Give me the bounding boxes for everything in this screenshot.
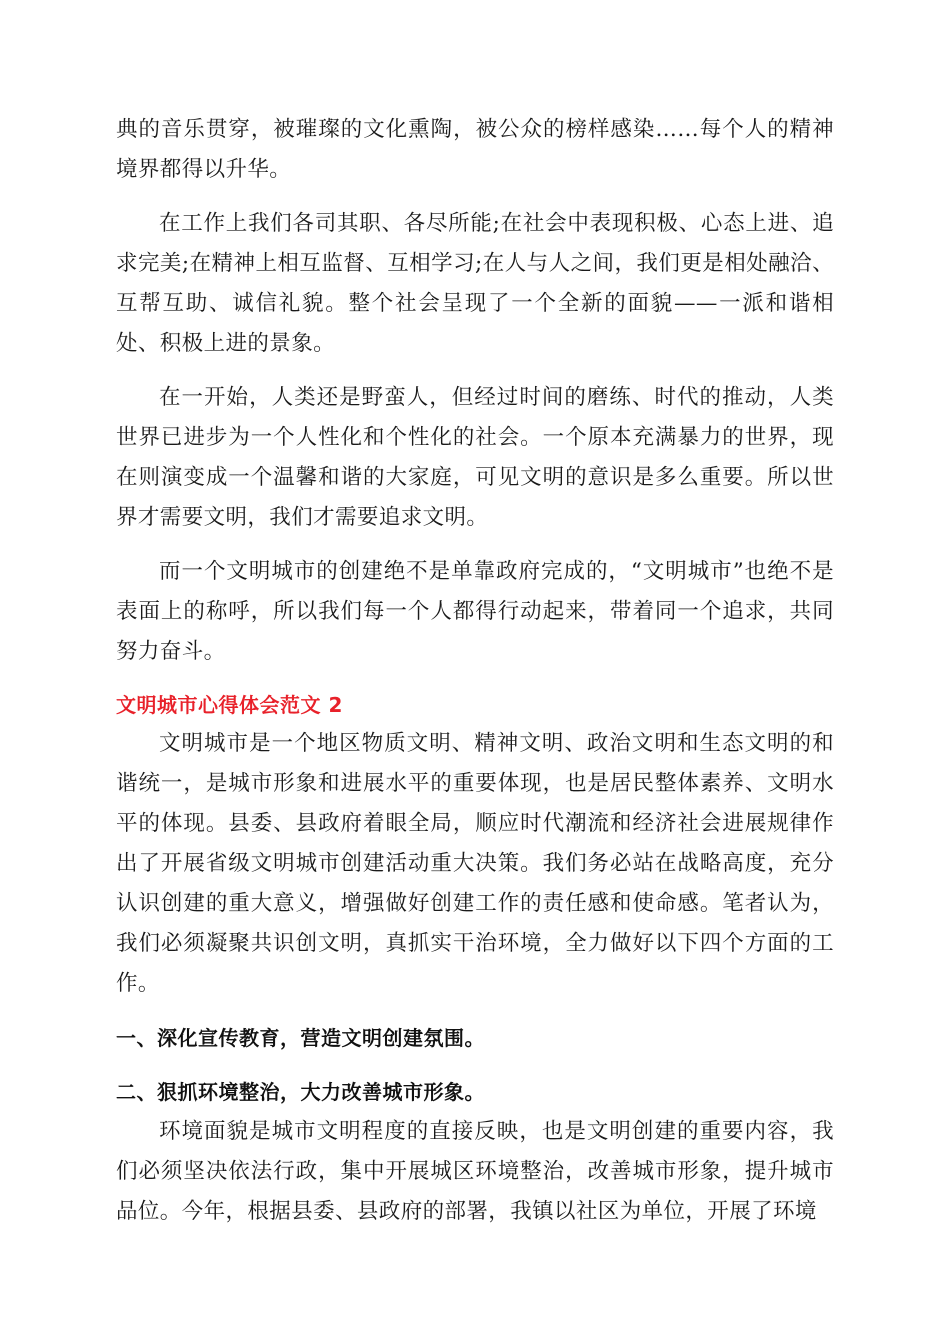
paragraph-continued: 典的音乐贯穿，被璀璨的文化熏陶，被公众的榜样感染……每个人的精神境界都得以升华。 xyxy=(116,117,834,182)
paragraph-civic-effort: 而一个文明城市的创建绝不是单靠政府完成的，“文明城市”也绝不是表面上的称呼，所以我们每一个人都得行动起来，带着同一个追求，共同努力奋斗。 xyxy=(116,559,834,664)
paragraph-human-progress: 在一开始，人类还是野蛮人，但经过时间的磨练、时代的推动，人类世界已进步为一个人性化和个性化的社会。一个原本充满暴力的世界，现在则演变成一个温馨和谐的大家庭，可见文明的意识是多么重要。所以世界才需要文明，我们才需要追求文明。 xyxy=(116,385,834,530)
section-title: 文明城市心得体会范文 2 xyxy=(116,693,343,717)
point-heading-1: 一、深化宣传教育，营造文明创建氛围。 xyxy=(116,1026,485,1050)
point-heading-2: 二、狠抓环境整治，大力改善城市形象。 xyxy=(116,1080,485,1104)
document-body xyxy=(116,110,834,1232)
paragraph-environment: 环境面貌是城市文明程度的直接反映，也是文明创建的重要内容，我们必须坚决依法行政，集中开展城区环境整治，改善城市形象，提升城市品位。今年，根据县委、县政府的部署，我镇以社区为单位，开展了环境 xyxy=(116,1119,834,1224)
paragraph-work-attitude: 在工作上我们各司其职、各尽所能;在社会中表现积极、心态上进、追求完美;在精神上相互监督、互相学习;在人与人之间，我们更是相处融洽、互帮互助、诚信礼貌。整个社会呈现了一个全新的面貌——一派和谐相处、积极上进的景象。 xyxy=(116,211,834,356)
paragraph-section-intro: 文明城市是一个地区物质文明、精神文明、政治文明和生态文明的和谐统一，是城市形象和进展水平的重要体现，也是居民整体素养、文明水平的体现。县委、县政府着眼全局，顺应时代潮流和经济社会进展规律作出了开展省级文明城市创建活动重大决策。我们务必站在战略高度，充分认识创建的重大意义，增强做好创建工作的责任感和使命感。笔者认为，我们必须凝聚共识创文明，真抓实干治环境，全力做好以下四个方面的工作。 xyxy=(116,731,834,996)
